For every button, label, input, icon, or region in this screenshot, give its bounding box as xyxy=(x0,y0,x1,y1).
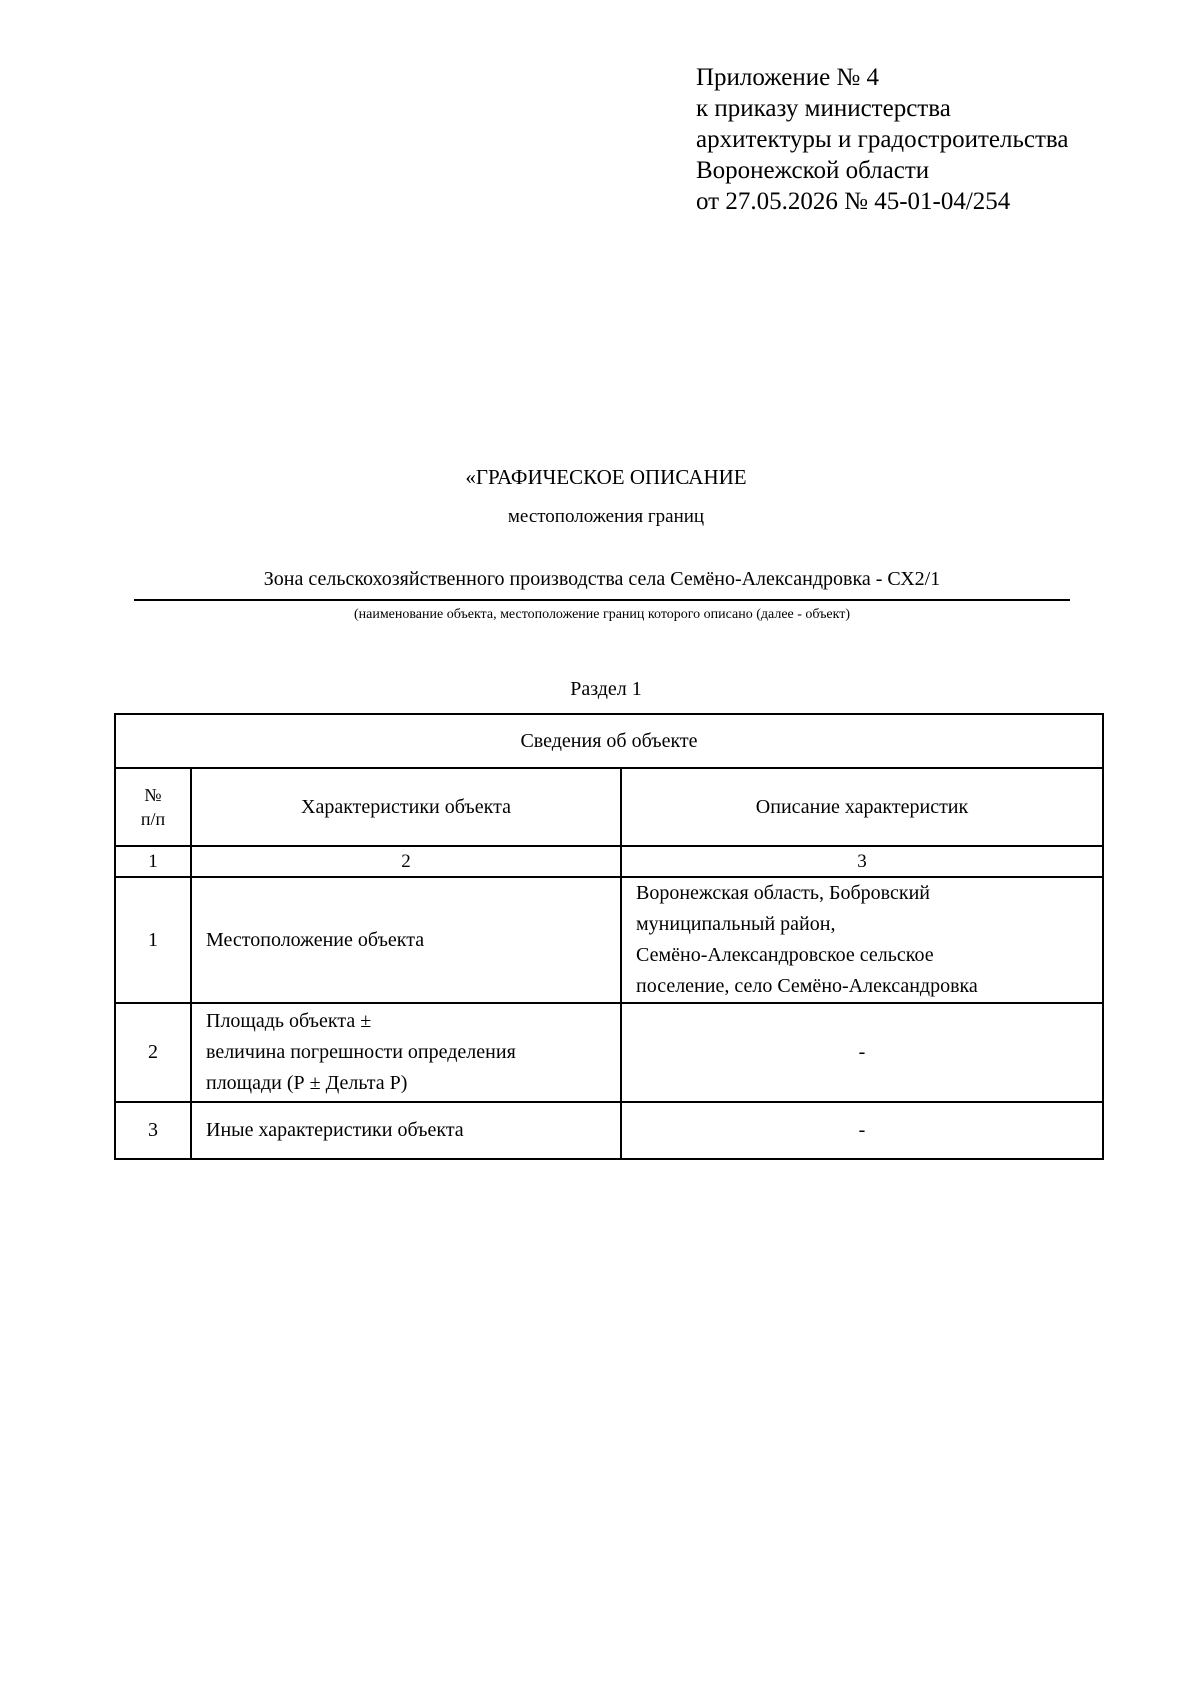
row-number: 2 xyxy=(115,1003,191,1102)
table-row xyxy=(115,1003,1103,1102)
characteristic-line: площади (Р ± Дельта Р) xyxy=(206,1072,408,1094)
table-row xyxy=(115,1102,1103,1159)
column-index: 2 xyxy=(191,846,621,877)
object-name-underline xyxy=(134,599,1070,601)
description-line: муниципальный район, xyxy=(636,913,836,935)
characteristic-line: величина погрешности определения xyxy=(206,1041,516,1063)
appendix-line: Воронежской области xyxy=(696,157,930,184)
description-line: Воронежская область, Бобровский xyxy=(636,882,931,904)
appendix-line: архитектуры и градостроительства xyxy=(696,126,1069,153)
table-caption: Сведения об объекте xyxy=(115,714,1103,768)
header-number-line: п/п xyxy=(140,809,166,829)
column-index-row xyxy=(115,846,1103,877)
document-subtitle: местоположения границ xyxy=(507,506,705,527)
section-label: Раздел 1 xyxy=(570,678,642,700)
appendix-line: от 27.05.2026 № 45-01-04/254 xyxy=(696,188,1011,215)
object-name-caption: (наименование объекта, местоположение границ которого описано (далее - объект) xyxy=(353,607,851,622)
header-number xyxy=(115,768,191,846)
column-index: 1 xyxy=(115,846,191,877)
object-info-table xyxy=(114,713,1104,1160)
characteristic-line: Площадь объекта ± xyxy=(206,1010,372,1032)
table-header-row xyxy=(115,768,1103,846)
description-line: поселение, село Семёно-Александровка xyxy=(636,975,978,997)
table-caption-row xyxy=(115,714,1103,768)
row-description xyxy=(621,1003,1103,1102)
row-characteristic xyxy=(191,1102,621,1159)
appendix-line: к приказу министерства xyxy=(696,95,951,122)
row-description xyxy=(621,877,1103,1003)
description-line: - xyxy=(858,1041,866,1063)
table-row xyxy=(115,877,1103,1003)
document-title: «ГРАФИЧЕСКОЕ ОПИСАНИЕ xyxy=(465,465,747,489)
description-line: - xyxy=(858,1119,866,1141)
characteristic-line: Иные характеристики объекта xyxy=(206,1119,464,1141)
row-number: 1 xyxy=(115,877,191,1003)
row-characteristic xyxy=(191,877,621,1003)
appendix-line: Приложение № 4 xyxy=(696,64,880,91)
appendix-header xyxy=(696,62,1068,217)
object-name: Зона сельскохозяйственного производства села Семёно-Александровка - СХ2/1 xyxy=(263,568,941,590)
column-index: 3 xyxy=(621,846,1103,877)
header-description: Описание характеристик xyxy=(621,768,1103,846)
characteristic-line: Местоположение объекта xyxy=(206,928,425,951)
description-line: Семёно-Александровское сельское xyxy=(636,944,934,966)
header-number-line: № xyxy=(144,785,162,805)
row-description xyxy=(621,1102,1103,1159)
header-characteristic: Характеристики объекта xyxy=(191,768,621,846)
row-characteristic xyxy=(191,1003,621,1102)
row-number: 3 xyxy=(115,1102,191,1159)
